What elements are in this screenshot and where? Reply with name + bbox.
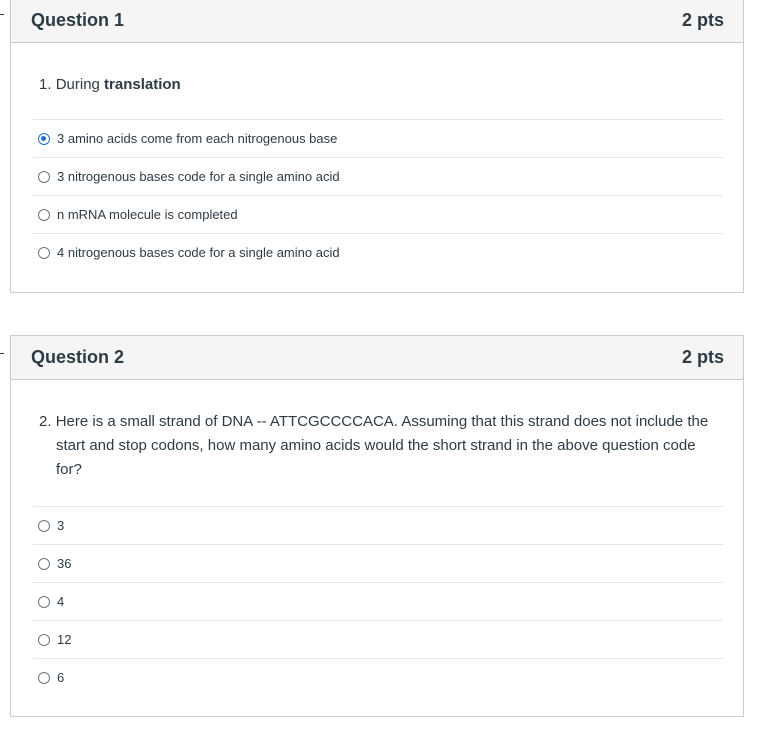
left-edge-mark xyxy=(0,14,4,15)
answer-label: 12 xyxy=(57,632,72,647)
answer-option[interactable] xyxy=(33,582,723,620)
answer-option[interactable] xyxy=(33,544,723,582)
answer-label: 36 xyxy=(57,556,72,571)
answer-label: 4 xyxy=(57,594,65,609)
answer-option[interactable] xyxy=(33,195,723,233)
answer-label: 3 xyxy=(57,518,65,533)
radio-icon[interactable] xyxy=(38,558,50,570)
answer-label: 3 nitrogenous bases code for a single amino acid xyxy=(57,169,340,184)
answer-label: 3 amino acids come from each nitrogenous base xyxy=(57,131,338,146)
question-text-1 xyxy=(39,73,723,97)
answer-option[interactable] xyxy=(33,233,723,271)
answer-option[interactable] xyxy=(33,157,723,195)
question-title-2: Question 2 xyxy=(31,347,125,367)
answer-option[interactable] xyxy=(33,658,723,696)
question-number-2: 2. xyxy=(39,413,52,430)
question-number-1: 1. xyxy=(39,76,52,93)
question-text-prefix-1: During xyxy=(55,76,105,93)
question-header-1 xyxy=(11,0,743,43)
radio-icon[interactable] xyxy=(38,209,50,221)
radio-selected-icon[interactable] xyxy=(38,133,50,145)
answer-label: 4 nitrogenous bases code for a single amino acid xyxy=(57,245,340,260)
left-edge-mark xyxy=(0,353,4,354)
question-card-2 xyxy=(10,335,744,717)
question-header-2 xyxy=(11,336,743,380)
radio-icon[interactable] xyxy=(38,171,50,183)
answer-label: n mRNA molecule is completed xyxy=(57,207,238,222)
answer-list-2 xyxy=(33,506,723,696)
answer-label: 6 xyxy=(57,670,65,685)
question-title-1: Question 1 xyxy=(31,10,125,30)
radio-icon[interactable] xyxy=(38,596,50,608)
question-text-2 xyxy=(39,410,723,482)
question-text-body-2: Here is a small strand of DNA -- ATTCGCCCCACA. Assuming that this strand does not include the start and stop codons, how many amino acids would the short strand in the above question code for? xyxy=(55,413,709,478)
question-points-1: 2 pts xyxy=(681,10,724,30)
radio-icon[interactable] xyxy=(38,634,50,646)
answer-option[interactable] xyxy=(33,506,723,544)
question-card-1 xyxy=(10,0,744,293)
radio-icon[interactable] xyxy=(38,247,50,259)
question-points-2: 2 pts xyxy=(681,347,724,367)
question-text-bold-1: translation xyxy=(104,76,181,93)
radio-icon[interactable] xyxy=(38,672,50,684)
radio-icon[interactable] xyxy=(38,520,50,532)
answer-option[interactable] xyxy=(33,119,723,157)
answer-option[interactable] xyxy=(33,620,723,658)
answer-list-1 xyxy=(33,119,723,271)
